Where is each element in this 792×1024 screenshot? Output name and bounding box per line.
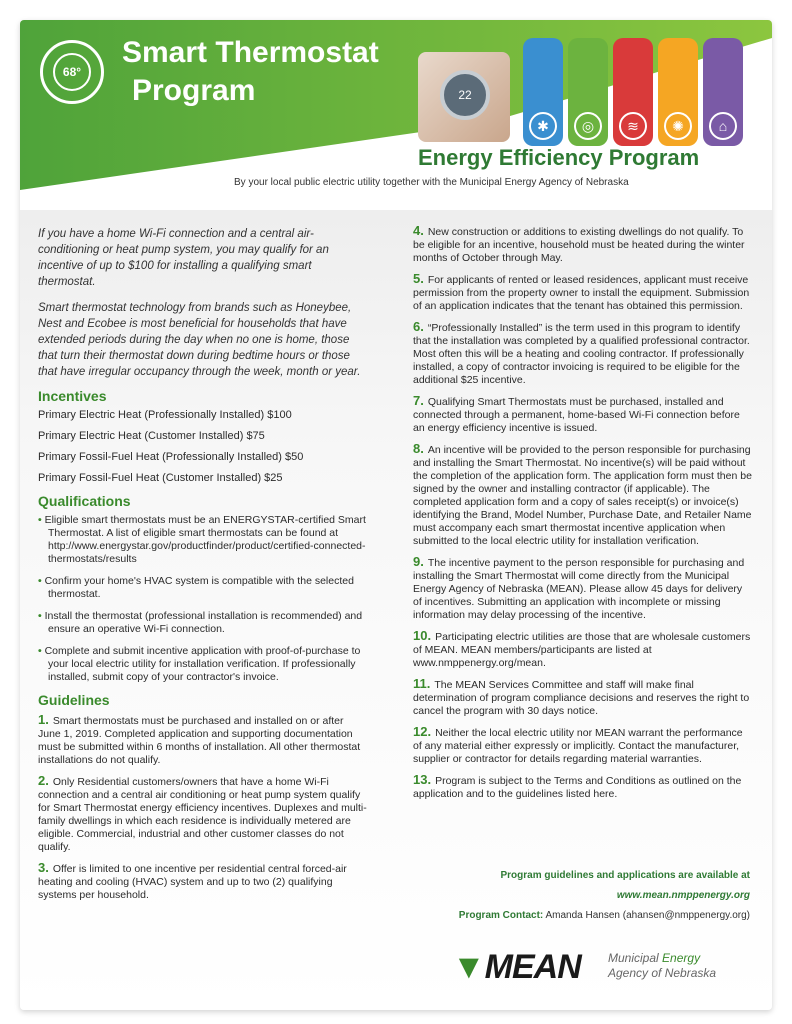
guidelines-heading: Guidelines bbox=[38, 692, 110, 708]
contact-block bbox=[400, 870, 750, 921]
home-plug-icon: ⌂ bbox=[709, 112, 737, 140]
availability-text: Program guidelines and applications are available at bbox=[500, 870, 750, 881]
flyer-page bbox=[20, 20, 772, 1010]
guideline-item: 1. Smart thermostats must be purchased and installed on or after June 1, 2019. Completed application and supporting documentation must be submitted within 6 months of installation. All other thermostat installations do not qualify. bbox=[38, 712, 361, 766]
agency-name: Municipal Energy Agency of Nebraska bbox=[608, 951, 717, 980]
guideline-item: 2. Only Residential customers/owners that have a home Wi-Fi connection and a central air conditioning or heat pump system qualify for Smart Thermostat energy efficiency incentives. Duplexes and multi-family dwellings in which each residence is individually metered are eligible. Commercial, industrial and other customer classes do not qualify. bbox=[38, 773, 367, 853]
incentive-row: Primary Fossil-Fuel Heat (Customer Installed) $25 bbox=[38, 472, 283, 484]
pill-home bbox=[703, 38, 743, 146]
qualification-item: • Confirm your home's HVAC system is compatible with the selected thermostat. bbox=[38, 575, 354, 600]
incentive-row: Primary Electric Heat (Customer Installed) $75 bbox=[38, 430, 265, 442]
guideline-item: 3. Offer is limited to one incentive per residential central forced-air heating and cooling (HVAC) system and up to two (2) qualifying systems per household. bbox=[38, 860, 347, 901]
mean-logo: ▼MEAN bbox=[452, 948, 581, 986]
qualification-item: • Eligible smart thermostats must be an ENERGYSTAR-certified Smart Thermostat. A list of eligible smart thermostats can be found at http://www.energystar.gov/productfinder/product/certified-connected-thermostats/results bbox=[38, 514, 366, 565]
program-title: Energy Efficiency Program bbox=[418, 145, 700, 170]
thermostat-photo bbox=[418, 52, 510, 142]
intro-text bbox=[38, 226, 368, 380]
guideline-item: 4. New construction or additions to existing dwellings do not qualify. To be eligible for an incentive, household must be heated during the winter months of October through May. bbox=[413, 223, 745, 264]
left-column bbox=[38, 226, 368, 909]
guideline-item: 6. “Professionally Installed” is the term used in this program to identify that the installation was completed by a qualified professional contractor. Most often this will be a heating and cooling contractor. If professionally installed, a copy of contractor invoicing is required to be eligible for the additional $25 incentive. bbox=[413, 319, 750, 386]
qualifications-heading: Qualifications bbox=[38, 493, 131, 509]
right-column bbox=[413, 224, 753, 808]
pill-cooling bbox=[658, 38, 698, 146]
guideline-item: 8. An incentive will be provided to the person responsible for purchasing and installing the Smart Thermostat. No incentive(s) will be paid without the completion of the application form. The application form must then be signed by the owner and installing contractor (if applicable). The completed application form and a copy of sales receipt(s) or invoice(s) identifying the Brand, Model Number, Purchase Date, and Retailer Name must accompany each smart thermostat incentive application when submitted to the local electric utility for installation verification. bbox=[413, 441, 752, 547]
logo-temp: 68° bbox=[53, 53, 91, 91]
pill-efficiency bbox=[568, 38, 608, 146]
program-url-link[interactable]: www.mean.nmppenergy.org bbox=[616, 890, 750, 901]
intro-paragraph: If you have a home Wi-Fi connection and a central air-conditioning or heat pump system, you may qualify for an incentive of up to $100 for installing a qualifying smart thermostat. bbox=[38, 228, 329, 288]
guideline-item: 5. For applicants of rented or leased residences, applicant must receive permission from the property owner to install the equipment. Submission of an application indicates that the tenant has obtained this permission. bbox=[413, 271, 750, 312]
qualification-item: • Install the thermostat (professional installation is recommended) and ensure an operative Wi-Fi connection. bbox=[38, 610, 363, 635]
intro-paragraph: Smart thermostat technology from brands such as Honeybee, Nest and Ecobee is most beneficial for households that have extended periods during the day when no one is home, those that turn their thermostat down during bedtime hours or those that have irregular occupancy through the week, month or year. bbox=[38, 302, 361, 378]
thermostat-display: 22 bbox=[440, 70, 490, 120]
pill-lighting bbox=[523, 38, 563, 146]
guideline-item: 12. Neither the local electric utility nor MEAN warrant the performance of any material either expressly or implicitly. Contact the manufacturer, supplier or contractor for details regarding material warranties. bbox=[413, 724, 743, 765]
thermostat-logo-icon bbox=[40, 40, 104, 104]
guideline-item: 7. Qualifying Smart Thermostats must be purchased, installed and connected through a permanent, home-based Wi-Fi connection before an energy efficiency incentive is issued. bbox=[413, 393, 740, 434]
incentives-heading: Incentives bbox=[38, 388, 107, 404]
heater-icon: ≋ bbox=[619, 112, 647, 140]
program-subtitle: By your local public electric utility together with the Municipal Energy Agency of Nebraska bbox=[234, 177, 629, 188]
guideline-item: 9. The incentive payment to the person responsible for purchasing and installing the Smart Thermostat will come directly from the Municipal Energy Agency of Nebraska (MEAN). Please allow 45 days for delivery of incentives. Submitting an application with incomplete or missing information may delay processing of the incentive. bbox=[413, 554, 745, 621]
guideline-item: 10. Participating electric utilities are those that are wholesale customers of MEAN. MEAN members/participants are listed at www.nmppenergy.org/mean. bbox=[413, 628, 751, 669]
fan-icon: ✺ bbox=[664, 112, 692, 140]
qualification-item: • Complete and submit incentive application with proof-of-purchase to your local electric utility for installation verification. If professionally installed, submit copy of your contractor's invoice. bbox=[38, 645, 361, 683]
pill-heating bbox=[613, 38, 653, 146]
chevron-logo-icon: ▼ bbox=[452, 948, 485, 986]
guideline-item: 13. Program is subject to the Terms and Conditions as outlined on the application and to the guidelines listed here. bbox=[413, 772, 742, 800]
incentive-row: Primary Fossil-Fuel Heat (Professionally Installed) $50 bbox=[38, 451, 304, 463]
program-contact: Program Contact: Amanda Hansen (ahansen@nmppenergy.org) bbox=[458, 910, 750, 921]
page-title: Smart Thermostat Program bbox=[122, 36, 379, 107]
guideline-item: 11. The MEAN Services Committee and staff will make final determination of program compliance decisions and reserves the right to cancel the program with 30 days notice. bbox=[413, 676, 750, 717]
lightbulb-icon: ✱ bbox=[529, 112, 557, 140]
target-icon: ◎ bbox=[574, 112, 602, 140]
incentive-row: Primary Electric Heat (Professionally Installed) $100 bbox=[38, 409, 292, 421]
